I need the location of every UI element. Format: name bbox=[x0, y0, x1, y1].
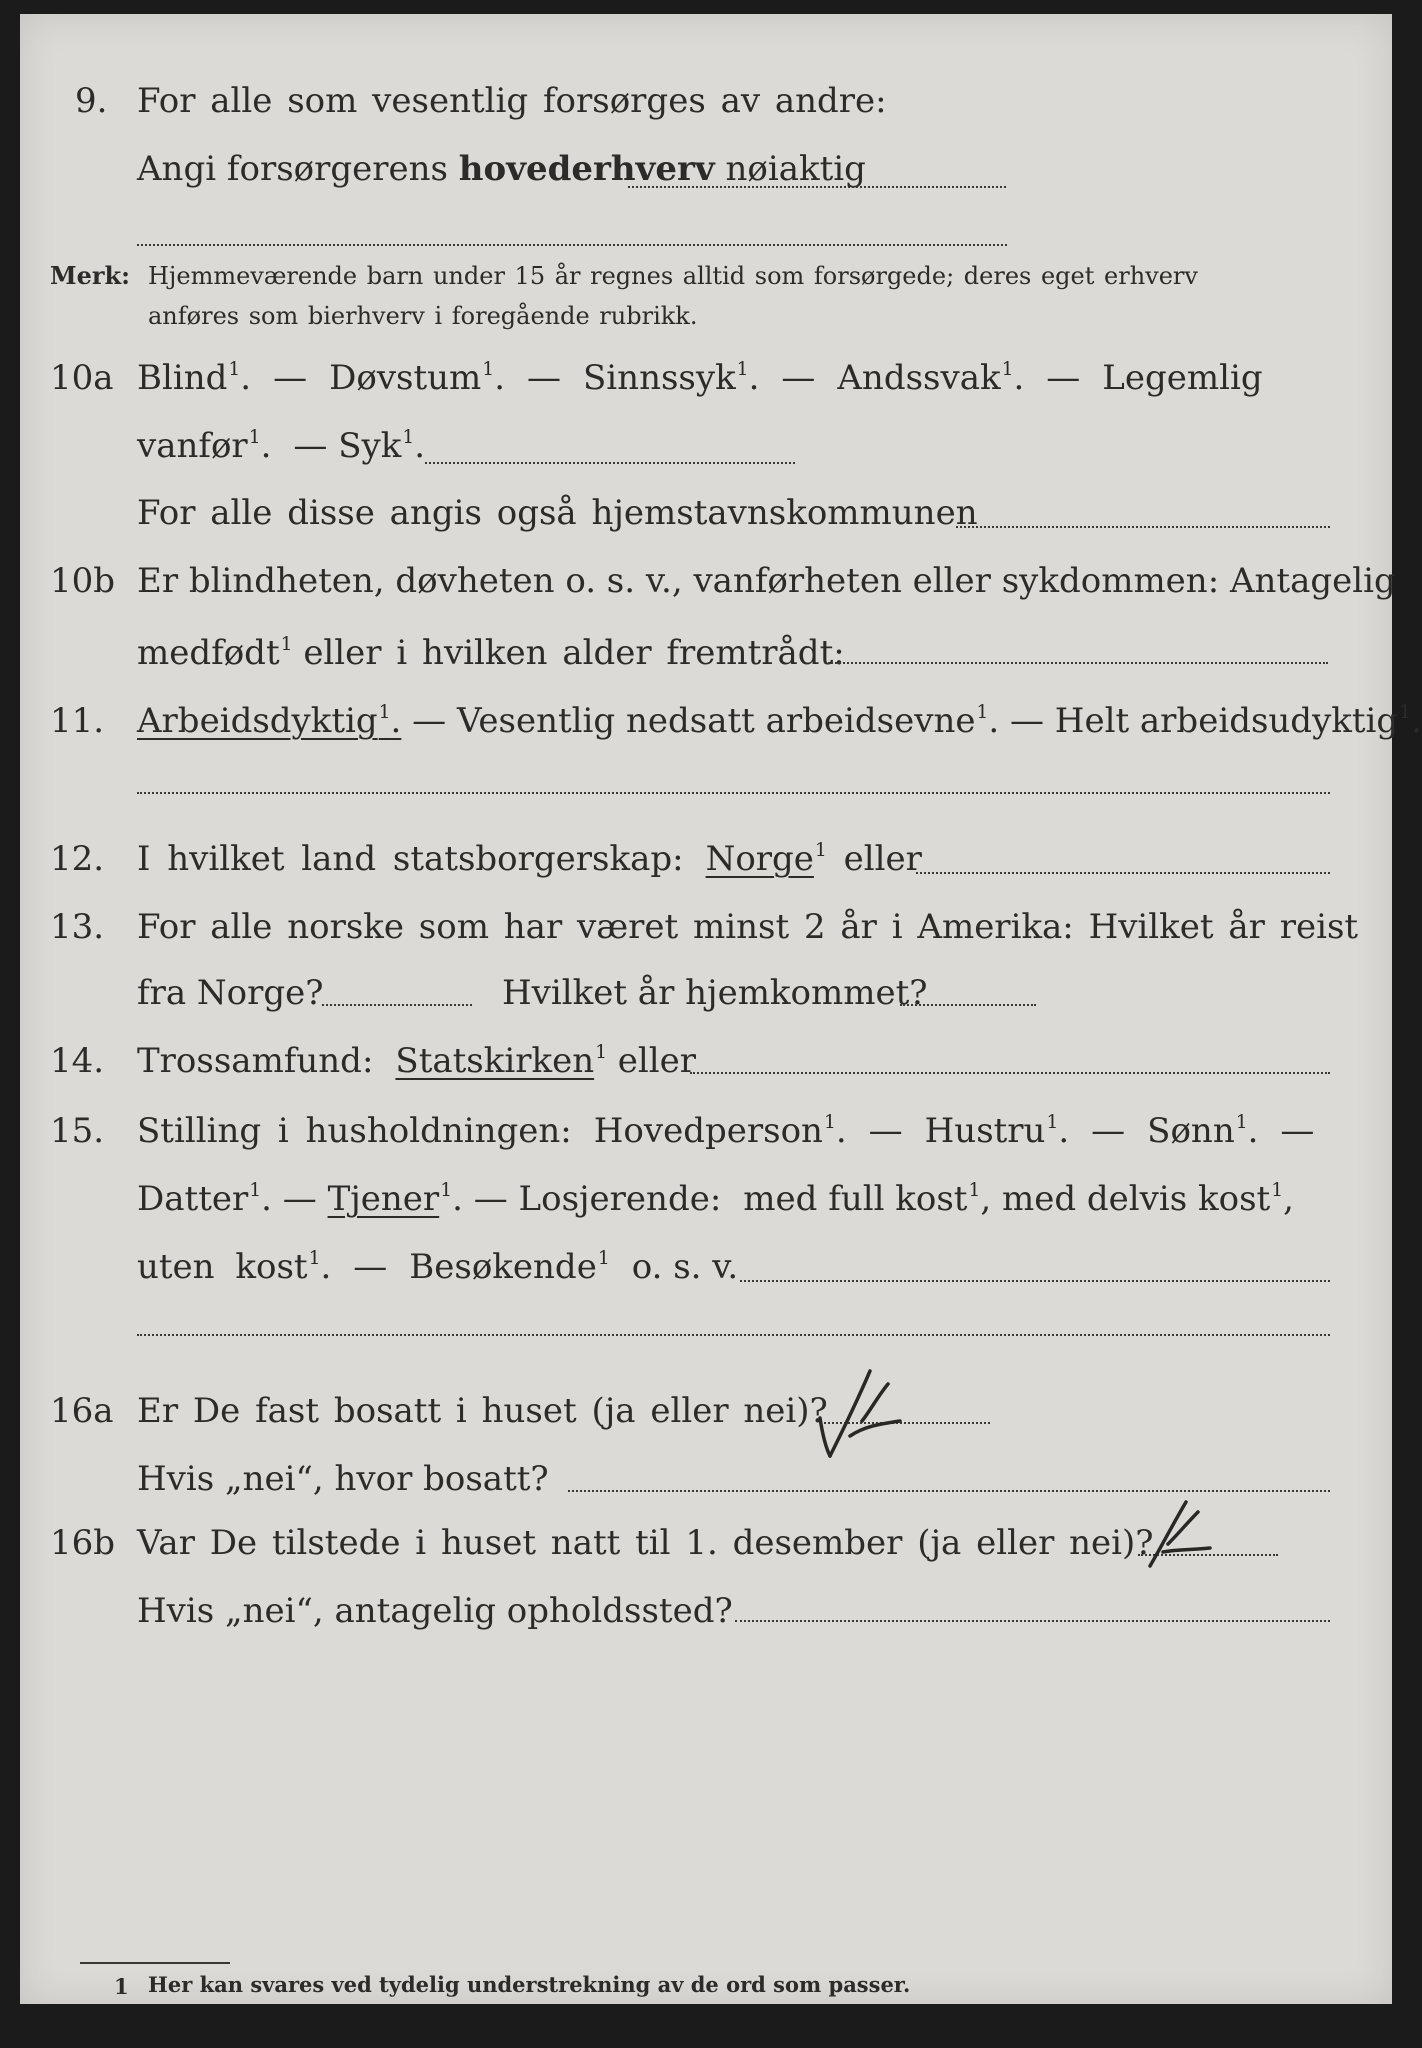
dash: — bbox=[473, 1179, 508, 1220]
q10a-dovstum: Døvstum bbox=[329, 358, 482, 399]
q10a-vanfor: vanfør bbox=[137, 426, 248, 467]
dash: — bbox=[282, 1179, 317, 1220]
q11-number: 11. bbox=[50, 701, 105, 741]
q10a-hjemstavn: For alle disse angis også hjemstavnskommunen bbox=[137, 493, 978, 533]
merk-label: Merk: bbox=[50, 261, 130, 290]
q15-losjerende: Losjerende: bbox=[518, 1179, 722, 1220]
q15-delvis: med delvis kost bbox=[1001, 1179, 1271, 1220]
q16a-line-2: Hvis „nei“, hvor bosatt? bbox=[137, 1459, 549, 1499]
dash: — bbox=[868, 1111, 903, 1152]
q15-line-2: Datter$^1$. — Tjener$^1$. — Losjerende: med full kost$^1$, med delvis kost$^1$, bbox=[137, 1179, 1294, 1220]
q16b-line-1: Var De tilstede i huset natt til 1. desember (ja eller nei)? bbox=[137, 1523, 1154, 1563]
sup-mark: 1 bbox=[1399, 702, 1412, 723]
q10b-answer-line[interactable] bbox=[828, 662, 1328, 664]
q15-tjener bbox=[328, 1179, 440, 1219]
q13-line-1: For alle norske som har været minst 2 år i Amerika: Hvilket år reist bbox=[137, 907, 1359, 947]
q15-line-3: uten kost$^1$. — Besøkende$^1$ o. s. v. bbox=[137, 1247, 739, 1288]
sup-mark: 1 bbox=[280, 634, 293, 655]
q15-number: 15. bbox=[50, 1111, 105, 1151]
footnote-text: Her kan svares ved tydelig understrekning av de ord som passer. bbox=[148, 1972, 911, 1997]
q10b-medfodt: medfødt bbox=[137, 633, 280, 674]
sup-mark: 1 bbox=[1271, 1180, 1284, 1201]
merk-line-1: Hjemmeværende barn under 15 år regnes alltid som forsørgede; deres eget erhverv bbox=[148, 262, 1198, 290]
q12-norge bbox=[706, 839, 814, 879]
sup-mark: 1 bbox=[440, 1180, 453, 1201]
q11-helt: — Helt arbeidsudyktig bbox=[1009, 701, 1399, 742]
q9-text-c: nøiaktig bbox=[725, 149, 866, 189]
q16b-line-2: Hvis „nei“, antagelig opholdssted? bbox=[137, 1591, 733, 1631]
dash: — bbox=[527, 358, 561, 399]
q14-number: 14. bbox=[50, 1041, 105, 1081]
q14-statskirken-text: Statskirken bbox=[395, 1041, 595, 1082]
q15-tjener-text: Tjener bbox=[327, 1179, 440, 1220]
q10b-line-2 bbox=[137, 633, 845, 674]
sup-mark: 1 bbox=[249, 1180, 262, 1201]
sup-mark: 1 bbox=[1235, 1112, 1248, 1133]
sup-mark: 1 bbox=[814, 840, 827, 861]
q10b-line-2-rest: eller i hvilken alder fremtrådt: bbox=[303, 633, 845, 674]
q9-provider-line bbox=[137, 149, 866, 189]
q13-hjemkommet: Hvilket år hjemkommet? bbox=[502, 973, 928, 1013]
handwritten-answer-16a bbox=[810, 1366, 920, 1466]
q15-hustru: Hustru bbox=[924, 1111, 1046, 1152]
sup-mark: 1 bbox=[736, 359, 749, 380]
q15-answer-line-2[interactable] bbox=[137, 1334, 1330, 1336]
q10b-number: 10b bbox=[50, 561, 116, 601]
dash: — bbox=[1046, 358, 1081, 399]
q10a-line-2: vanfør$^1$. — Syk$^1$. bbox=[137, 426, 426, 467]
footnote-mark: 1 bbox=[114, 1974, 129, 1999]
census-form-page bbox=[20, 14, 1422, 2004]
q15-osv: o. s. v. bbox=[631, 1247, 739, 1288]
q14-answer-line[interactable] bbox=[690, 1072, 1330, 1074]
q16b-number: 16b bbox=[50, 1523, 116, 1563]
sup-mark: 1 bbox=[1001, 359, 1014, 380]
q15-uten: uten kost bbox=[137, 1247, 308, 1288]
q13-hjemkommet-line[interactable] bbox=[900, 1004, 1036, 1006]
q10a-legemlig: Legemlig bbox=[1102, 358, 1263, 399]
dash: — bbox=[781, 358, 816, 399]
q16b-opholdssted-line[interactable] bbox=[735, 1620, 1330, 1622]
q12-eller: eller bbox=[843, 839, 922, 880]
q15-answer-line[interactable] bbox=[740, 1280, 1330, 1282]
q12-text: I hvilket land statsborgerskap: bbox=[137, 839, 684, 880]
q9-title: For alle som vesentlig forsørges av andre: bbox=[137, 81, 887, 121]
sup-mark: 1 bbox=[1046, 1112, 1059, 1133]
q10b-line-1: Er blindheten, døvheten o. s. v., vanførheten eller sykdommen: Antagelig bbox=[137, 561, 1396, 601]
q14-statskirken bbox=[395, 1041, 594, 1081]
q12-norge-text: Norge bbox=[705, 839, 814, 880]
q13-number: 13. bbox=[50, 907, 105, 947]
q11-arbeidsdyktig: Arbeidsdyktig$^1$. bbox=[137, 701, 402, 742]
sup-mark: 1 bbox=[597, 1248, 610, 1269]
q14-label: Trossamfund: bbox=[137, 1041, 374, 1082]
q9-answer-line-2[interactable] bbox=[137, 244, 1007, 246]
q15-besokende: Besøkende bbox=[409, 1247, 597, 1288]
q16a-number: 16a bbox=[50, 1391, 114, 1431]
q15-line-1: Stilling i husholdningen: Hovedperson$^1$. — Hustru$^1$. — Sønn$^1$. — bbox=[137, 1111, 1315, 1152]
sup-mark: 1 bbox=[248, 427, 261, 448]
sup-mark: 1 bbox=[378, 702, 391, 723]
q10a-hjemstavn-line[interactable] bbox=[956, 526, 1330, 528]
q11-vesentlig: — Vesentlig nedsatt arbeidsevne bbox=[412, 701, 976, 742]
q13-fra-norge-line[interactable] bbox=[322, 1004, 472, 1006]
sup-mark: 1 bbox=[968, 1180, 981, 1201]
q12-number: 12. bbox=[50, 839, 105, 879]
sup-mark: 1 bbox=[308, 1248, 321, 1269]
q15-stilling: Stilling i husholdningen: bbox=[137, 1111, 572, 1152]
dash: — bbox=[293, 426, 328, 467]
q11-answer-line[interactable] bbox=[137, 792, 1330, 794]
q12-answer-line[interactable] bbox=[916, 872, 1330, 874]
q13-fra-norge: fra Norge? bbox=[137, 973, 324, 1013]
q14-line bbox=[137, 1041, 697, 1082]
dash: — bbox=[273, 358, 308, 399]
sup-mark: 1 bbox=[482, 359, 495, 380]
q10a-line-1: Blind$^1$. — Døvstum$^1$. — Sinnssyk$^1$. — Andssvak$^1$. — Legemlig bbox=[137, 358, 1263, 399]
q9-answer-line[interactable] bbox=[628, 186, 1006, 188]
q11-line: Arbeidsdyktig$^1$. — Vesentlig nedsatt arbeidsevne$^1$. — Helt arbeidsudyktig$^1$. bbox=[137, 701, 1422, 742]
sup-mark: 1 bbox=[595, 1042, 607, 1063]
q12-line bbox=[137, 839, 922, 880]
merk-line-2: anføres som bierhverv i foregående rubrikk. bbox=[148, 302, 698, 330]
q9-text-a: Angi forsørgerens bbox=[137, 149, 448, 189]
sup-mark: 1 bbox=[976, 702, 989, 723]
sup-mark: 1 bbox=[228, 359, 241, 380]
dash: — bbox=[353, 1247, 388, 1288]
q15-hovedperson: Hovedperson bbox=[593, 1111, 823, 1152]
q9-text-b: hovederhverv bbox=[458, 149, 715, 189]
q10a-number: 10a bbox=[50, 358, 114, 398]
q10a-blind: Blind bbox=[137, 358, 228, 399]
dash: — bbox=[1280, 1111, 1315, 1152]
q10a-andssvak: Andssvak bbox=[837, 358, 1001, 399]
footnote-rule bbox=[80, 1962, 230, 1964]
handwritten-answer-16b bbox=[1138, 1494, 1218, 1574]
q11-arbeidsdyktig-text: Arbeidsdyktig bbox=[137, 701, 378, 742]
dash: — bbox=[1091, 1111, 1126, 1152]
q14-eller: eller bbox=[617, 1041, 697, 1082]
sup-mark: 1 bbox=[823, 1112, 836, 1133]
sup-mark: 1 bbox=[402, 427, 415, 448]
q10a-answer-line[interactable] bbox=[425, 462, 795, 464]
q10a-sinnssyk: Sinnssyk bbox=[583, 358, 736, 399]
q16a-line-1: Er De fast bosatt i huset (ja eller nei)? bbox=[137, 1391, 828, 1431]
q9-number: 9. bbox=[75, 81, 108, 121]
q15-full: med full kost bbox=[743, 1179, 968, 1220]
q10a-syk: Syk bbox=[338, 426, 402, 467]
q16a-bosatt-line[interactable] bbox=[568, 1490, 1330, 1492]
q15-datter: Datter bbox=[137, 1179, 249, 1220]
q15-sonn: Sønn bbox=[1147, 1111, 1235, 1152]
